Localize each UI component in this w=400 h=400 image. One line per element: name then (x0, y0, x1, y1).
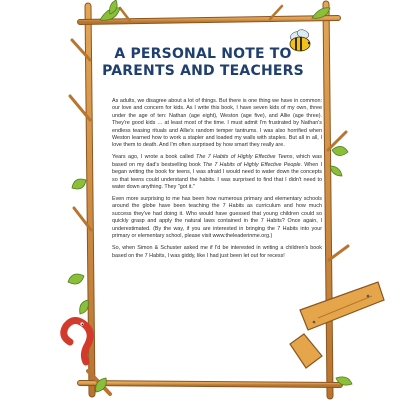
worm-icon (64, 320, 91, 362)
page-title-line-1: A PERSONAL NOTE TO (114, 46, 292, 62)
right-twig (326, 4, 348, 396)
broken-board (290, 282, 384, 368)
paragraph-2-part-a: Years ago, I wrote a book called (112, 154, 197, 161)
page-title-line-2: PARENTS AND TEACHERS (102, 62, 304, 79)
bottom-twig (80, 371, 340, 394)
book-title-people: The 7 Habits of Highly Effective People (202, 161, 301, 168)
paragraph-2-part-e: . When I began writing the book for teens, I was afraid I would need to water down the concepts so that teens could understand the habits. I was surprised to find that I didn't need to water down anything. They "got it." (112, 161, 322, 191)
paragraph-2-part-c: , which was based on my dad's bestselling book (112, 154, 322, 168)
paragraph-4: So, when Simon & Schuster asked me if I'd be interested in writing a children's book based on the 7 Habits, I was giddy, like I had just been let out for recess! (112, 245, 322, 259)
note-body (112, 98, 322, 265)
paragraph-1: As adults, we disagree about a lot of things. But there is one thing we have in common: our love and concern for kids. As I write this book, I have seven kids of my own, three under the age of ten: Nathan (age eight), Weston (age five), and Allie (age three). They're good kids … at least most of the time. I must admit I'm frustrated by Nathan's endless teasing rituals and Allie's random temper tantrums. I was also horrified when Weston learned how to work a stapler and loaded my walls with staples. But all in all, I love them to death. And I'm often surprised by how smart they really are. (112, 98, 322, 149)
book-title-teens: The 7 Habits of Highly Effective Teens (196, 154, 293, 161)
page-title (95, 46, 311, 79)
paragraph-2 (112, 154, 322, 191)
paragraph-3: Even more surprising to me has been how numerous primary and elementary schools around the globe have been teaching the 7 Habits as curriculum and how much success they've had doing it. Who would have guessed that young children could so quickly grasp and apply the natural laws contained in the 7 Habits? Once again, I underestimated. (By the way, if you are interested in bringing the 7 Habits into your primary or elementary school, please visit www.theleaderinme.org.) (112, 196, 322, 240)
